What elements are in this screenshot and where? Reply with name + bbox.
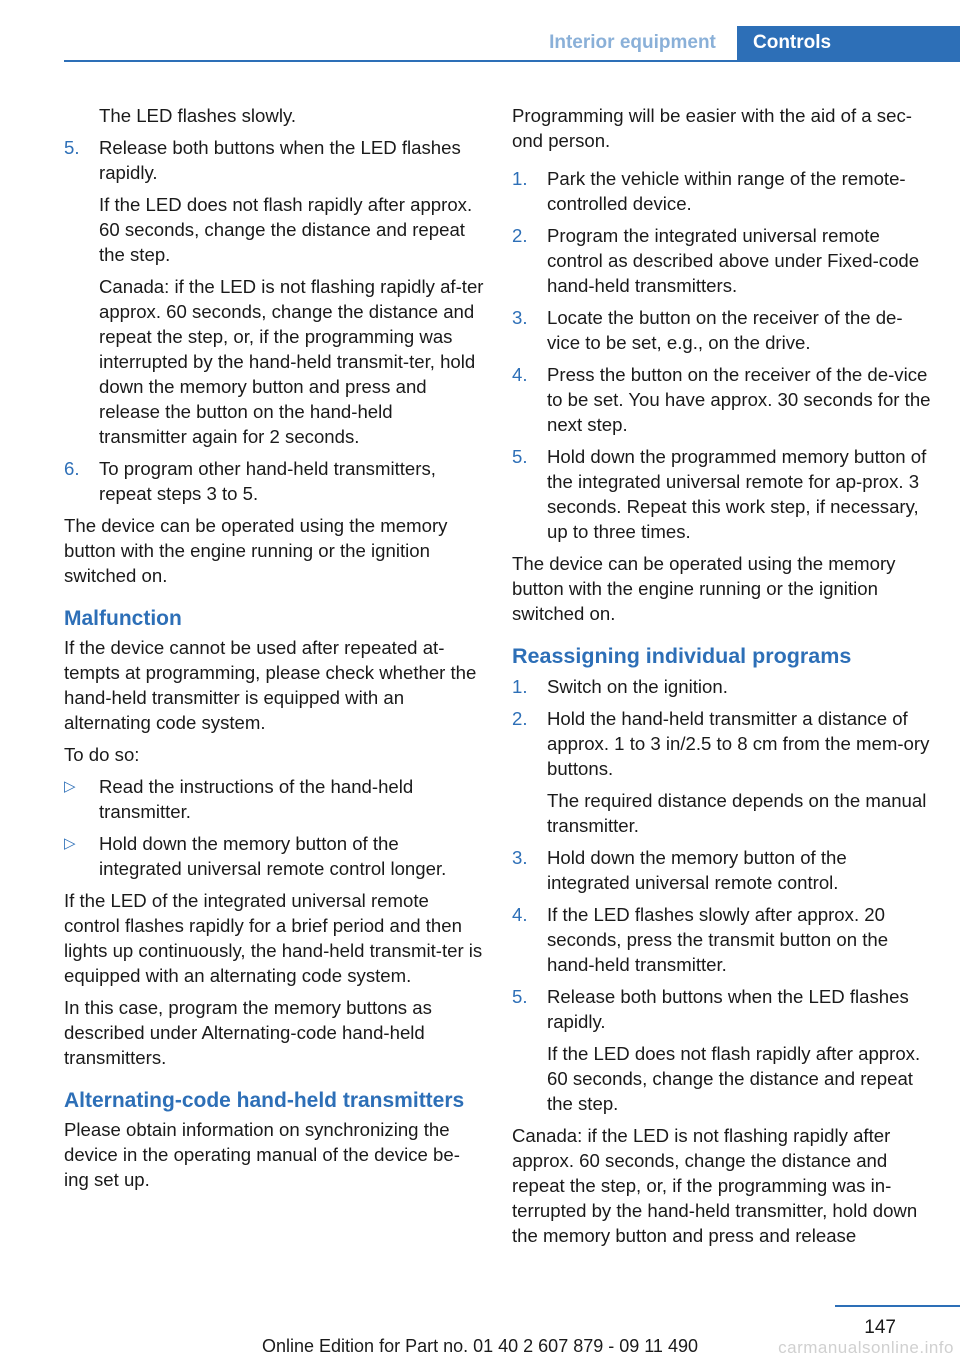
page-number: 147 [864,1317,896,1338]
list-item [64,456,484,506]
edition-footer: Online Edition for Part no. 01 40 2 607 879 - 09 11 490 [262,1336,698,1356]
step-text: Release both buttons when the LED flashes rapidly. [99,137,461,183]
step-text: Switch on the ignition. [547,676,728,697]
step-note: If the LED does not flash rapidly after approx. 60 seconds, change the distance and repeat the step. [547,1043,921,1114]
list-item [512,902,932,977]
step-text: Press the button on the receiver of the de‐vice to be set. You have approx. 30 seconds for the next step. [547,364,931,435]
list-item [512,845,932,895]
step-number: 3. [512,307,528,328]
list-item [512,166,932,216]
header-rule [64,60,960,62]
step-text: Program the integrated universal remote control as described above under Fixed-code hand-held transmitters. [547,225,920,296]
led-paragraph: If the LED of the integrated universal remote control flashes rapidly for a brief period and then lights up continuously, the hand-held transmit‐ter is equipped with an alternating code system. [64,890,483,986]
triangle-bullet-icon: ▷ [64,778,76,795]
section-tab[interactable]: Interior equipment [549,32,716,53]
step-note-canada: Canada: if the LED is not flashing rapidly af‐ter approx. 60 seconds, change the distance and repeat the step, or, if the programming was interrupted by the hand-held transmit‐ter, hold down the memory button and press and release the button on the hand-held transmitter again for 2 seconds. [99,276,484,447]
continued-text: The LED flashes slowly. [99,105,297,126]
canada-paragraph: Canada: if the LED is not flashing rapidly after approx. 60 seconds, change the distance and repeat the step, or, if the programming was in‐terrupted by the hand-held transmitter, hold down the memory button and press and release [512,1125,918,1246]
list-item [64,774,484,824]
bullet-text: Hold down the memory button of the integrated universal remote control longer. [99,833,447,879]
footer-rule [835,1305,960,1307]
step-text: Hold down the memory button of the integrated universal remote control. [547,847,847,893]
list-item [512,223,932,298]
list-item [512,444,932,544]
step-number: 5. [512,986,528,1007]
step-note: The required distance depends on the manual transmitter. [547,790,927,836]
list-item [512,305,932,355]
step-number: 1. [512,168,528,189]
list-item [64,135,484,449]
list-item [512,706,932,838]
step-number: 2. [512,708,528,729]
step-number: 1. [512,676,528,697]
step-number: 2. [512,225,528,246]
list-item [512,674,932,699]
left-column [64,103,484,1199]
step-text: To program other hand-held transmitters, repeat steps 3 to 5. [99,458,436,504]
step-number: 6. [64,458,80,479]
reassigning-heading: Reassigning individual programs [512,644,852,668]
alternating-heading: Alternating-code hand-held transmitters [64,1089,465,1112]
right-column [512,103,932,1255]
list-item [512,984,932,1116]
step-number: 3. [512,847,528,868]
todo-label: To do so: [64,744,140,765]
step-number: 4. [512,904,528,925]
step-text: Release both buttons when the LED flashes rapidly. [547,986,909,1032]
programming-intro: Programming will be easier with the aid of a sec‐ond person. [512,105,912,151]
step-text: Locate the button on the receiver of the de‐vice to be set, e.g., on the drive. [547,307,903,353]
case-paragraph: In this case, program the memory buttons as described under Alternating-code hand-held transmitters. [64,997,432,1068]
malfunction-heading: Malfunction [64,607,182,630]
step-text: Hold down the programmed memory button of the integrated universal remote for ap‐prox. 3 seconds. Repeat this work step, if necessary, up to three times. [547,446,927,542]
malfunction-intro: If the device cannot be used after repeated at‐tempts at programming, please check whether the hand-held transmitter is equipped with an alternating code system. [64,637,477,733]
alternating-text: Please obtain information on synchronizing the device in the operating manual of the device be‐ing set up. [64,1119,460,1190]
triangle-bullet-icon: ▷ [64,835,76,852]
step-text: Park the vehicle within range of the remote-controlled device. [547,168,906,214]
operated-paragraph: The device can be operated using the memory button with the engine running or the ignition switched on. [512,553,896,624]
step-number: 5. [64,137,80,158]
watermark: carmanualsonline.info [778,1338,954,1357]
step-note: If the LED does not flash rapidly after approx. 60 seconds, change the distance and repeat the step. [99,194,473,265]
step-text: If the LED flashes slowly after approx. 20 seconds, press the transmit button on the hand-held transmitter. [547,904,889,975]
step-number: 5. [512,446,528,467]
bullet-text: Read the instructions of the hand-held transmitter. [99,776,414,822]
page-header [0,0,960,62]
step-text: Hold the hand-held transmitter a distance of approx. 1 to 3 in/2.5 to 8 cm from the mem‐ory buttons. [547,708,930,779]
list-item [512,362,932,437]
chapter-tab[interactable]: Controls [737,26,960,62]
list-item [64,831,484,881]
operated-paragraph: The device can be operated using the memory button with the engine running or the ignition switched on. [64,515,448,586]
step-number: 4. [512,364,528,385]
